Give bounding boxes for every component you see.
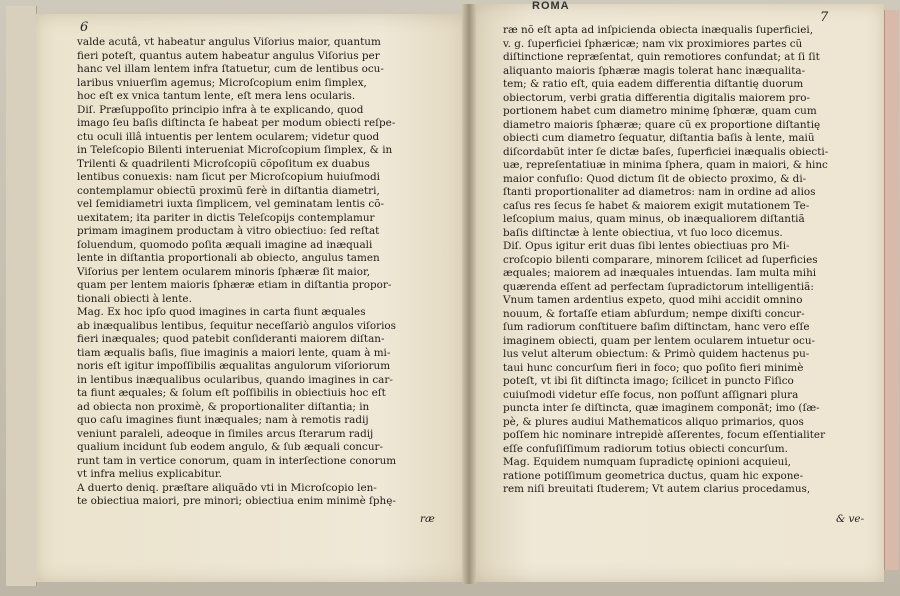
text-line: baſis diſtinctæ à lente obiectiua, vt ſuo loco dicemus. bbox=[503, 226, 783, 239]
text-line: obiecti cum diametro ſequatur, diſtantia baſis à lente, maiũ bbox=[503, 132, 815, 144]
text-line: quam per lentem maioris ſphæræ etiam in diſtantia propor- bbox=[77, 279, 392, 291]
text-line: quærenda eſſent ad perfectam ſupradictorum intelligentiã: bbox=[503, 280, 814, 293]
text-line: fieri poteſt, quantus autem habeatur angulus Viſorius per bbox=[77, 49, 380, 62]
text-line: ad obiecta non proximè, & proportionaliter diſtantia; in bbox=[77, 400, 370, 413]
text-line: imago ſeu baſis diſtincta ſe habeat per modum obiecti reſpe- bbox=[77, 117, 396, 129]
text-line: laribus vniuerſim agemus; Microſcopium enim ſimplex, bbox=[77, 76, 367, 89]
text-line: caſus res ſecus ſe habet & maiorem exigit mutationem Te- bbox=[503, 199, 810, 212]
text-line: ctu oculi illâ intuentis per lentem ocularem; videtur quod bbox=[77, 130, 380, 143]
text-line: diametro maioris ſphæræ; quare cũ ex proportione diſtantię bbox=[503, 118, 821, 131]
text-line: ſtanti proportionaliter ad diametros: nam in ordine ad alios bbox=[503, 186, 816, 198]
text-line: ſum radiorum conſtituere baſim diſtinctam, hanc vero eſſe bbox=[503, 321, 810, 333]
text-line: maior confuſio: Quod dictum ſit de obiecto proximo, & di- bbox=[503, 172, 807, 185]
text-line: Mag. Equidem numquam ſupradictę opinioni acquieui, bbox=[503, 456, 791, 468]
text-line: ta fiunt æquales; & ſolum eſt poſſibilis in obiectiuis hoc eſt bbox=[77, 387, 386, 399]
text-line: portionem habet cum diametro minimę ſphœræ, quam cum bbox=[503, 105, 817, 117]
text-line: in lentibus inæqualibus ocularibus, quando imagines in car- bbox=[77, 373, 393, 386]
text-line: Diſ. Opus igitur erit duas ſibi lentes obiectiuas pro Mi- bbox=[503, 240, 790, 252]
text-line: qualium incidunt ſub eodem angulo, & ſub æquali concur- bbox=[77, 441, 384, 453]
text-line: Mag. Ex hoc ipſo quod imagines in carta fiunt æquales bbox=[77, 306, 366, 318]
text-line: pè, & plures audiui Mathematicos aliquo primarios, quos bbox=[503, 415, 804, 428]
text-line: ræ nõ eſt apta ad inſpicienda obiecta inæqualis ſuperficiei, bbox=[503, 24, 814, 36]
text-line: runt tam in vertice conorum, quam in interſectione conorum bbox=[77, 454, 397, 467]
left-catchword: ræ bbox=[420, 513, 435, 525]
text-line: ab inæqualibus lentibus, ſequitur neceſſariò angulos viſorios bbox=[77, 319, 396, 332]
text-line: vt infra melius explicabitur. bbox=[77, 468, 222, 480]
text-line: Trilenti & quadrilenti Microſcopiũ cõpoſitum ex duabus bbox=[77, 157, 370, 170]
page-edges bbox=[884, 10, 899, 570]
text-line: diſcordabũt inter ſe dictæ baſes, ſuperficiei inæqualis obiecti- bbox=[503, 145, 829, 158]
text-line: cuiuſmodi videtur eſſe focus, non poſſunt aſſignari plura bbox=[503, 388, 799, 401]
text-line: croſcopio bilenti comparare, minorem ſcilicet ad ſuperficies bbox=[503, 253, 818, 266]
text-line: aliquanto maioris ſphæræ magis tolerat hanc inæqualita- bbox=[503, 64, 806, 77]
right-catchword: & ve- bbox=[836, 513, 865, 525]
text-line: primam imaginem productam à vitro obiectiuo: ſed reſtat bbox=[77, 225, 380, 237]
text-line: v. g. ſuperficiei ſphæricæ; nam vix proximiores partes cũ bbox=[503, 37, 803, 50]
text-line: vel ſemidiametri iuxta ſimplicem, vel geminatam lentis cõ- bbox=[77, 198, 384, 210]
text-line: uæ, repreſentatiuæ in minima ſphera, quam in maiori, & hinc bbox=[503, 159, 828, 171]
text-line: æquales; maiorem ad inæquales intuendas. Iam multa mihi bbox=[503, 267, 817, 279]
text-line: poſſem hic nominare intrepidè aſſerentes, focum eſſentialiter bbox=[503, 429, 826, 441]
text-line: poteſt, vt ibi ſit diſtincta imago; ſcilicet in puncto Fiſico bbox=[503, 375, 794, 387]
text-line: obiectorum, verbi gratia differentia digitalis maiorem pro- bbox=[503, 91, 811, 104]
text-line: in Teleſcopio Bilenti interueniat Microſcopium ſimplex, & in bbox=[77, 144, 393, 156]
text-line: valde acutâ, vt habeatur angulus Viſorius maior, quantum bbox=[77, 36, 381, 48]
text-line: Diſ. Præſuppoſito principio infra à te explicando, quod bbox=[77, 103, 364, 116]
text-line: noris eſt igitur impoſſibilis æqualitas angulorum viſoriorum bbox=[77, 360, 391, 372]
text-line: nouum, & fortaſſe etiam abſurdum; nempe dixiſti concur- bbox=[503, 307, 805, 320]
text-line: lus velut alterum obiectum: & Primò quidem hactenus pu- bbox=[503, 348, 810, 360]
text-line: taui hunc concurſum fieri in foco; quo poſito fieri minimè bbox=[503, 361, 804, 374]
left-page-number: 6 bbox=[80, 20, 89, 35]
text-line: Vnum tamen ardentius expeto, quod mihi accidit omnino bbox=[503, 294, 803, 306]
right-page-text bbox=[503, 24, 863, 497]
text-line: hoc eſt ex vnica tantum lente, eſt mera lens ocularis. bbox=[77, 90, 356, 102]
book-cover-edge bbox=[6, 6, 37, 586]
left-page-text bbox=[77, 36, 455, 509]
text-line: lente in diſtantia proportionali ab obiecto, angulus tamen bbox=[77, 252, 380, 264]
text-line: tiam æqualis baſis, ſiue imaginis a maiori lente, quam à mi- bbox=[77, 346, 391, 359]
text-line: ſoluendum, quomodo poſita æquali imagine ad inæquali bbox=[77, 238, 373, 251]
text-line: eſſe confuſiſſimum radiorum totius obiecti concurſum. bbox=[503, 442, 788, 455]
text-line: A duerto deniq. præſtare aliquãdo vti in Microſcopio len- bbox=[77, 481, 377, 494]
text-line: diſtinctione repræſentat, quin remotiores confundat; at ſi ſit bbox=[503, 51, 820, 63]
text-line: imaginem obiecti, quam per lentem ocularem intuetur ocu- bbox=[503, 334, 816, 347]
text-line: leſcopium maius, quam minus, ob inæqualiorem diſtantiã bbox=[503, 213, 805, 225]
book-gutter bbox=[462, 4, 476, 584]
running-head: ROMA bbox=[532, 0, 570, 12]
right-page-number: 7 bbox=[820, 10, 829, 25]
text-line: quo caſu imagines fiunt inæquales; nam à remotis radij bbox=[77, 414, 369, 426]
text-line: rem niſi breuitati ſtuderem; Vt autem clarius procedamus, bbox=[503, 483, 811, 495]
text-line: tem; & ratio eſt, quia eadem differentia diſtantię duorum bbox=[503, 78, 804, 90]
text-line: veniunt paraleli, adeoque in ſimiles arcus ſterarum radij bbox=[77, 427, 374, 440]
text-line: hanc vel illam lentem infra ſtatuetur, cum de lentibus ocu- bbox=[77, 63, 384, 75]
text-line: puncta inter ſe diſtincta, quæ imaginem componãt; imo (ſæ- bbox=[503, 402, 820, 414]
text-line: lentibus conuexis: nam ſicut per Microſcopium huiuſmodi bbox=[77, 171, 380, 183]
text-line: tionali obiecti à lente. bbox=[77, 292, 192, 305]
text-line: ratione potiſſimum geometrica ductus, quam hic expone- bbox=[503, 469, 804, 482]
text-line: te obiectiua maiori, pre minori; obiectiua enim minimè ſphę- bbox=[77, 495, 396, 507]
text-line: Viſorius per lentem ocularem minoris ſphæræ ſit maior, bbox=[77, 265, 371, 278]
text-line: fieri inæquales; quod patebit conſideranti maiorem diſtan- bbox=[77, 333, 385, 345]
text-line: uexitatem; ita pariter in dictis Teleſcopijs contemplamur bbox=[77, 211, 375, 224]
text-line: contemplamur obiectũ proximũ ferè in diſtantia diametri, bbox=[77, 184, 380, 197]
